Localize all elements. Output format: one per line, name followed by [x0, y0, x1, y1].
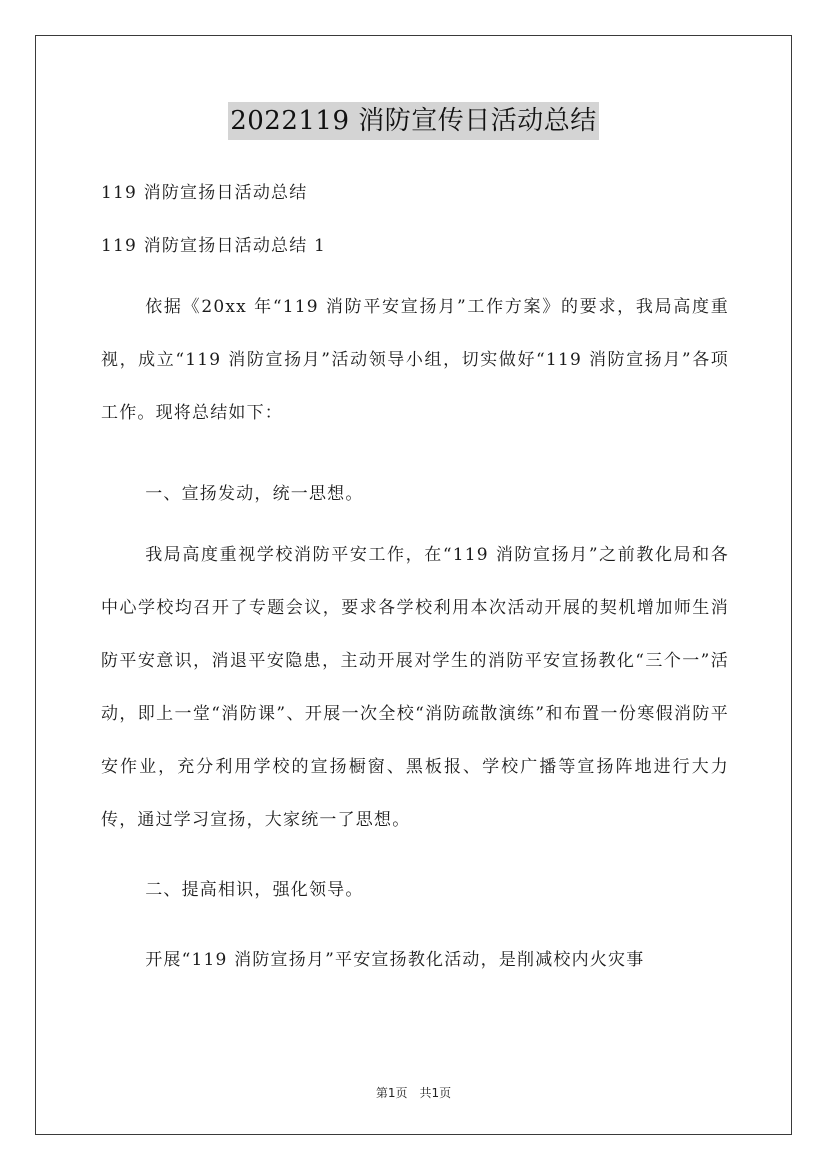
- paragraph-body: 开展“119 消防宣扬月”平安宣扬教化活动，是削减校内火灾事: [145, 950, 645, 970]
- section-heading: 一、宣扬发动，统一思想。: [145, 484, 364, 504]
- paragraph-body: 我局高度重视学校消防平安工作，在“119 消防宣扬月”之前教化局和各中心学校均召开了专题会议，要求各学校利用本次活动开展的契机增加师生消防平安意识，消退平安隐患，主动开展对学生的消防平安宣扬教化“三个一”活动，即上一堂“消防课”、开展一次全校“消防疏散演练”和布置一份寒假消防平安作业，充分利用学校的宣扬橱窗、黑板报、学校广播等宣扬阵地进行大力传，通过学习宣扬，大家统一了思想。: [101, 545, 729, 830]
- document-title: 2022119 消防宣传日活动总结: [228, 102, 599, 140]
- document-body: [101, 175, 729, 1004]
- subtitle-line: 119 消防宣扬日活动总结 1: [101, 236, 327, 256]
- page-number: 第1页 共1页: [375, 1086, 452, 1100]
- title-container: [0, 102, 827, 140]
- subtitle-line: 119 消防宣扬日活动总结: [101, 183, 308, 203]
- section-heading: 二、提高相识，强化领导。: [145, 880, 364, 900]
- paragraph-intro: 依据《20xx 年“119 消防平安宣扬月”工作方案》的要求，我局高度重视，成立“119 消防宣扬月”活动领导小组，切实做好“119 消防宣扬月”各项工作。现将总结如下：: [101, 297, 729, 423]
